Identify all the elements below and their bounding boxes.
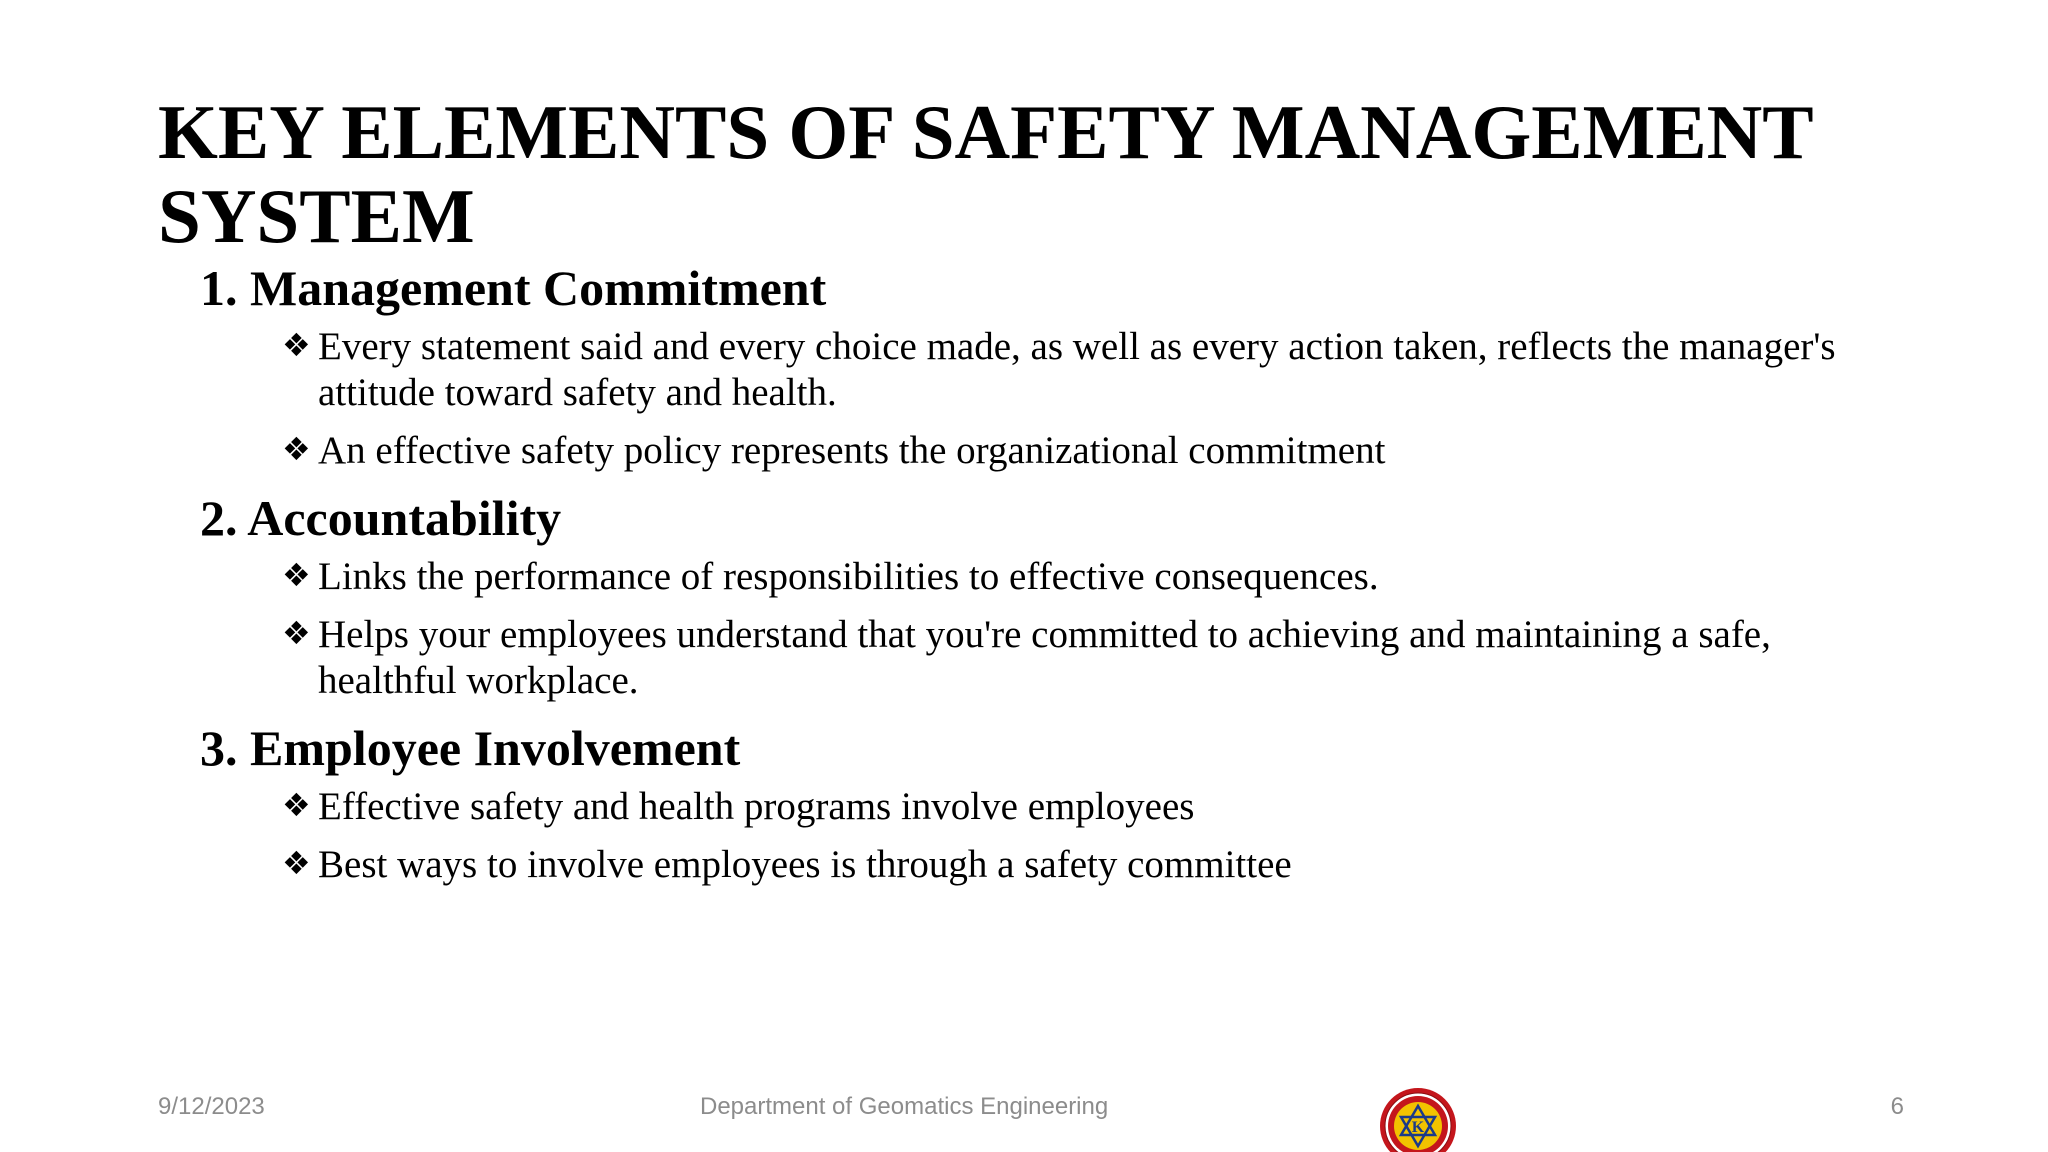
- bullet-text: Links the performance of responsibilities to effective consequences.: [318, 555, 1379, 598]
- diamond-bullet-icon: ❖: [282, 430, 311, 468]
- slide-title: KEY ELEMENTS OF SAFETY MANAGEMENT SYSTEM: [158, 89, 1813, 259]
- footer-date: 9/12/2023: [158, 1093, 265, 1120]
- section-heading: 2. Accountability: [200, 490, 562, 546]
- bullet-text: Best ways to involve employees is through a safety committee: [318, 843, 1292, 886]
- section-management-commitment: [200, 256, 1880, 474]
- bullet-item: [282, 554, 1880, 600]
- university-seal-icon: [1378, 1086, 1458, 1152]
- slide-content: [200, 256, 1880, 900]
- bullet-item: [282, 428, 1880, 474]
- section-accountability: [200, 486, 1880, 704]
- bullet-list: [200, 554, 1880, 704]
- bullet-text: Every statement said and every choice made, as well as every action taken, reflects the manager's attitude toward safety and health.: [318, 325, 1836, 414]
- diamond-bullet-icon: ❖: [282, 844, 311, 882]
- footer-page-number: 6: [1890, 1093, 1904, 1120]
- bullet-text: Helps your employees understand that you're committed to achieving and maintaining a safe, healthful workplace.: [318, 613, 1771, 702]
- section-employee-involvement: [200, 716, 1880, 888]
- bullet-text: Effective safety and health programs involve employees: [318, 785, 1195, 828]
- diamond-bullet-icon: ❖: [282, 614, 311, 652]
- bullet-item: [282, 842, 1880, 888]
- section-heading: 3. Employee Involvement: [200, 720, 741, 776]
- footer-department: Department of Geomatics Engineering: [700, 1093, 1109, 1120]
- section-heading: 1. Management Commitment: [200, 260, 827, 316]
- diamond-bullet-icon: ❖: [282, 326, 311, 364]
- bullet-item: [282, 612, 1880, 704]
- bullet-text: An effective safety policy represents the organizational commitment: [318, 429, 1386, 472]
- bullet-list: [200, 784, 1880, 888]
- bullet-list: [200, 324, 1880, 474]
- diamond-bullet-icon: ❖: [282, 556, 311, 594]
- bullet-item: [282, 784, 1880, 830]
- bullet-item: [282, 324, 1880, 416]
- diamond-bullet-icon: ❖: [282, 786, 311, 824]
- seal-letter: K: [1411, 1119, 1425, 1136]
